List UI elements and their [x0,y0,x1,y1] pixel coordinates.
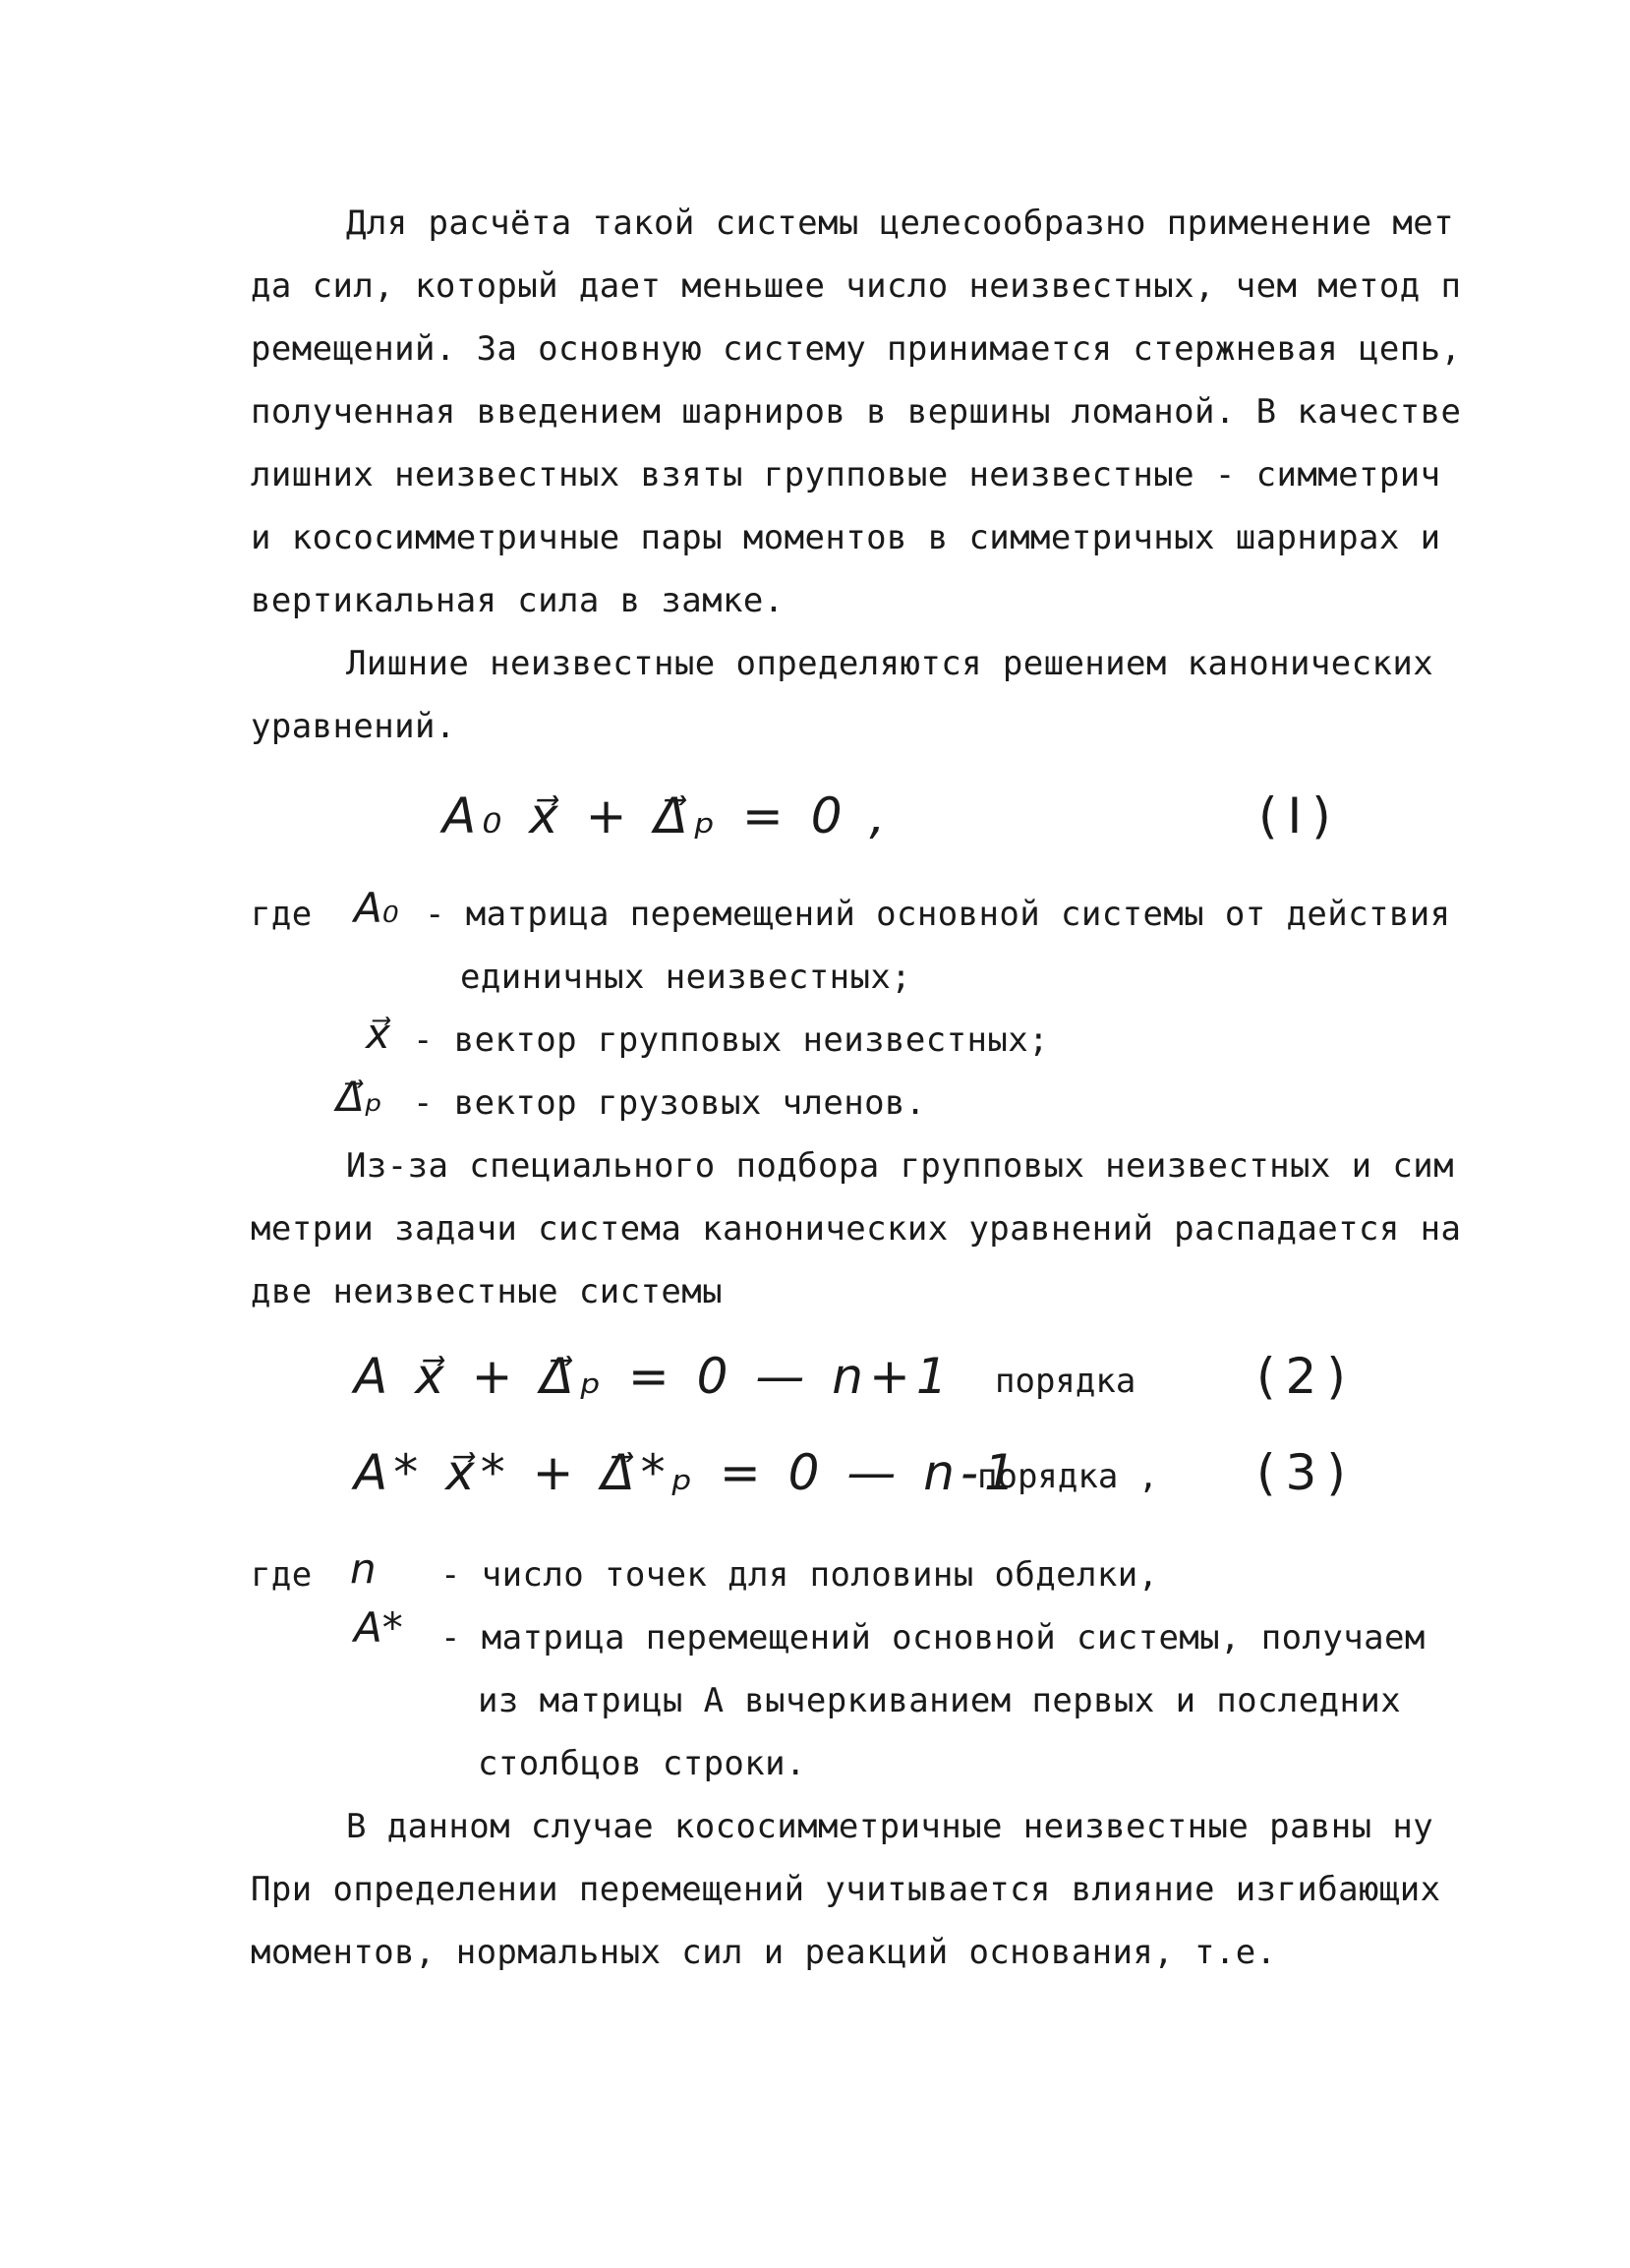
where-symbol: n [350,1544,377,1593]
where-label: где [251,895,313,934]
paragraph-line: вертикальная сила в замке. [251,581,785,620]
paragraph-line: Для расчёта такой системы целесообразно применение мет [346,204,1454,243]
paragraph-line: Из-за специального подбора групповых неизвестных и сим [346,1146,1454,1186]
equation-2-number: (2) [1256,1348,1356,1405]
paragraph-line: моментов, нормальных сил и реакций основания, т.е. [251,1933,1277,1972]
paragraph-line: да сил, который дает меньшее число неизвестных, чем метод п [251,266,1462,306]
paragraph-line: лишних неизвестных взяты групповые неизвестные - симметрич [251,455,1441,494]
equation-2-formula: A x⃗ + Δ⃗ₚ = 0 — n+1 [354,1348,954,1405]
equation-1-formula: A₀ x⃗ + Δ⃗ₚ = 0 , [442,787,892,844]
where-symbol: x⃗ [366,1010,390,1058]
where-text: - вектор грузовых членов. [413,1083,926,1123]
where-text: - вектор групповых неизвестных; [413,1020,1049,1060]
where-label: где [251,1555,313,1595]
equation-2-suffix: порядка [995,1362,1136,1401]
where-symbol: A* [354,1603,403,1652]
paragraph-line: и кососимметричные пары моментов в симметричных шарнирах и [251,518,1441,557]
equation-3-formula: A* x⃗* + Δ⃗*ₚ = 0 — n-1 [354,1444,1021,1501]
where-text: - матрица перемещений основной системы, получаем [440,1618,1426,1657]
equation-1-number: (I) [1258,787,1341,844]
paragraph-line: В данном случае кососимметричные неизвестные равны ну [346,1807,1434,1846]
paragraph-line: уравнений. [251,707,456,746]
where-text: столбцов строки. [478,1744,806,1783]
equation-3-suffix: порядка , [977,1457,1159,1496]
where-text: - число точек для половины обделки, [440,1555,1159,1595]
paragraph-line: полученная введением шарниров в вершины ломаной. В качестве [251,392,1462,432]
where-symbol: A₀ [354,884,399,932]
where-symbol: Δ⃗ₚ [336,1073,382,1121]
paragraph-line: метрии задачи система канонических уравнений распадается на [251,1209,1462,1249]
paragraph-line: две неизвестные системы [251,1272,724,1311]
paragraph-line: При определении перемещений учитывается влияние изгибающих [251,1870,1441,1909]
equation-3-number: (3) [1256,1444,1356,1501]
where-text: - матрица перемещений основной системы от действия [425,895,1451,934]
paragraph-line: Лишние неизвестные определяются решением канонических [346,644,1434,683]
paragraph-line: ремещений. За основную систему принимается стержневая цепь, [251,329,1462,369]
where-text: из матрицы A вычеркиванием первых и последних [478,1681,1402,1720]
where-text: единичных неизвестных; [460,958,912,997]
